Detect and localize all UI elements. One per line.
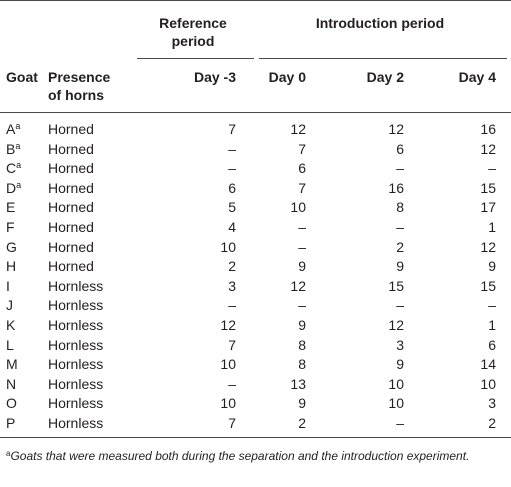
cell-day2: 10 [388, 375, 404, 392]
cell-horns: Horned [48, 258, 94, 275]
cell-day4: 1 [488, 219, 496, 235]
goat-id: P [6, 415, 16, 431]
cell-horns: Horned [48, 140, 94, 157]
cell-horns: Hornless [48, 317, 104, 333]
goat-id: D [6, 179, 17, 196]
table-row [0, 356, 511, 374]
header-day2: Day 2 [366, 69, 404, 85]
header-reference-line1: Reference [159, 15, 227, 31]
table-row [0, 297, 511, 315]
header-day4: Day 4 [458, 69, 496, 85]
cell-goat [6, 376, 16, 393]
cell-day2: 8 [396, 199, 404, 216]
cell-day2: – [396, 160, 404, 177]
cell-day-minus3: – [228, 140, 236, 157]
goat-id: M [6, 356, 18, 373]
cell-day4: 15 [480, 277, 496, 294]
cell-goat [6, 317, 15, 334]
cell-goat [6, 356, 18, 373]
cell-day-minus3: – [228, 297, 236, 314]
table-row [0, 258, 511, 276]
cell-goat [6, 199, 15, 216]
cell-day4: – [488, 297, 496, 314]
cell-day0: 8 [298, 356, 306, 373]
goat-id: G [6, 238, 17, 255]
cell-horns: Horned [48, 160, 94, 177]
cell-horns: Horned [48, 238, 94, 255]
cell-day2: – [396, 415, 404, 431]
cell-day0: 7 [298, 140, 306, 157]
goat-id: B [6, 140, 16, 157]
cell-day-minus3: 10 [220, 238, 236, 255]
table-row [0, 337, 511, 355]
cell-goat [6, 121, 20, 138]
top-rule [0, 0, 511, 1]
table-row [0, 415, 511, 433]
goat-id: J [6, 297, 13, 314]
cell-day-minus3: 2 [228, 258, 236, 275]
cell-day-minus3: 7 [228, 121, 236, 137]
cell-day-minus3: 3 [228, 277, 236, 294]
cell-day4: 6 [488, 336, 496, 353]
cell-day-minus3: – [228, 160, 236, 177]
table-row [0, 395, 511, 413]
cell-goat [6, 415, 15, 432]
cell-day4: 2 [488, 415, 496, 431]
cell-day2: 10 [388, 395, 404, 412]
table-row [0, 121, 511, 139]
cell-day-minus3: 10 [220, 356, 236, 373]
goat-footnote-marker: a [15, 140, 21, 151]
cell-day4: 9 [488, 258, 496, 275]
header-presence-line2: of horns [48, 87, 104, 103]
cell-day4: 15 [480, 179, 496, 196]
cell-day0: 10 [290, 199, 306, 216]
goat-id: A [6, 121, 16, 137]
goat-id: I [6, 277, 10, 294]
cell-day2: – [396, 219, 404, 235]
cell-goat [6, 160, 21, 177]
goat-id: E [6, 199, 16, 216]
header-bottom-rule [0, 112, 511, 113]
table-row [0, 219, 511, 237]
cell-day4: 16 [480, 121, 496, 137]
cell-day0: 9 [298, 395, 306, 412]
table-row [0, 239, 511, 257]
goat-footnote-marker: a [16, 160, 22, 171]
cell-goat [6, 180, 21, 197]
header-introduction: Introduction period [315, 15, 445, 31]
cell-day0: – [298, 297, 306, 314]
cell-day4: – [488, 160, 496, 177]
goat-id: O [6, 395, 17, 412]
cell-day2: 12 [388, 317, 404, 333]
cell-goat [6, 278, 10, 295]
cell-day0: 8 [298, 336, 306, 353]
cell-goat [6, 219, 15, 236]
goat-id: K [6, 317, 16, 333]
cell-day4: 17 [480, 199, 496, 216]
goat-footnote-marker: a [15, 121, 21, 131]
goat-id: C [6, 160, 17, 177]
cell-goat [6, 297, 13, 314]
cell-horns: Horned [48, 199, 94, 216]
table-row [0, 160, 511, 178]
cell-day-minus3: 4 [228, 219, 236, 235]
cell-horns: Hornless [48, 395, 104, 412]
cell-horns: Hornless [48, 297, 104, 314]
cell-day4: 1 [488, 317, 496, 333]
cell-horns: Hornless [48, 336, 104, 353]
cell-day-minus3: 6 [228, 179, 236, 196]
cell-day2: 6 [396, 140, 404, 157]
cell-day-minus3: 10 [220, 395, 236, 412]
cell-horns: Horned [48, 179, 94, 196]
cell-day-minus3: – [228, 375, 236, 392]
cell-day-minus3: 7 [228, 336, 236, 353]
introduction-spanner-rule [259, 58, 507, 59]
cell-horns: Hornless [48, 375, 104, 392]
cell-goat [6, 395, 17, 412]
goat-footnote-marker: a [16, 179, 22, 190]
footnote-text: Goats that were measured both during the separation and the introduction experiment. [10, 449, 470, 463]
cell-day0: 12 [290, 121, 306, 137]
cell-day0: 9 [298, 317, 306, 333]
cell-day0: 7 [298, 179, 306, 196]
cell-day0: 6 [298, 160, 306, 177]
table-row [0, 317, 511, 335]
bottom-rule [0, 437, 511, 438]
goat-id: F [6, 219, 15, 235]
cell-horns: Hornless [48, 356, 104, 373]
header-presence-line1: Presence [48, 69, 111, 85]
goat-id: L [6, 336, 14, 353]
cell-day4: 14 [480, 356, 496, 373]
cell-day-minus3: 5 [228, 199, 236, 216]
cell-horns: Hornless [48, 415, 104, 431]
cell-day4: 12 [480, 140, 496, 157]
table-row [0, 278, 511, 296]
cell-goat [6, 337, 14, 354]
cell-goat [6, 258, 16, 275]
cell-goat [6, 239, 17, 256]
header-goat: Goat [6, 69, 38, 85]
cell-day4: 12 [480, 238, 496, 255]
cell-day0: 9 [298, 258, 306, 275]
cell-day0: 12 [290, 277, 306, 294]
cell-day2: – [396, 297, 404, 314]
cell-day2: 9 [396, 356, 404, 373]
cell-day0: – [298, 238, 306, 255]
reference-spanner-rule [137, 58, 254, 59]
header-reference-line2: period [171, 33, 215, 49]
cell-day2: 12 [388, 121, 404, 137]
header-day-minus3: Day -3 [193, 69, 236, 85]
cell-day0: 13 [290, 375, 306, 392]
cell-day4: 10 [480, 375, 496, 392]
table-row [0, 199, 511, 217]
cell-day4: 3 [488, 395, 496, 412]
footnote-marker: a [6, 449, 11, 458]
table-row [0, 376, 511, 394]
cell-day-minus3: 7 [228, 415, 236, 431]
cell-horns: Horned [48, 219, 94, 235]
goat-id: H [6, 258, 17, 275]
cell-goat [6, 141, 20, 158]
cell-day0: 2 [298, 415, 306, 431]
goat-id: N [6, 375, 17, 392]
cell-day2: 2 [396, 238, 404, 255]
cell-day0: – [298, 219, 306, 235]
cell-day2: 9 [396, 258, 404, 275]
table-row [0, 141, 511, 159]
table-row [0, 180, 511, 198]
cell-horns: Horned [48, 121, 94, 137]
cell-day-minus3: 12 [220, 317, 236, 333]
cell-day2: 16 [388, 179, 404, 196]
cell-day2: 3 [396, 336, 404, 353]
cell-day2: 15 [388, 277, 404, 294]
cell-horns: Hornless [48, 277, 104, 294]
header-day0: Day 0 [268, 69, 306, 85]
footnote [6, 448, 506, 465]
